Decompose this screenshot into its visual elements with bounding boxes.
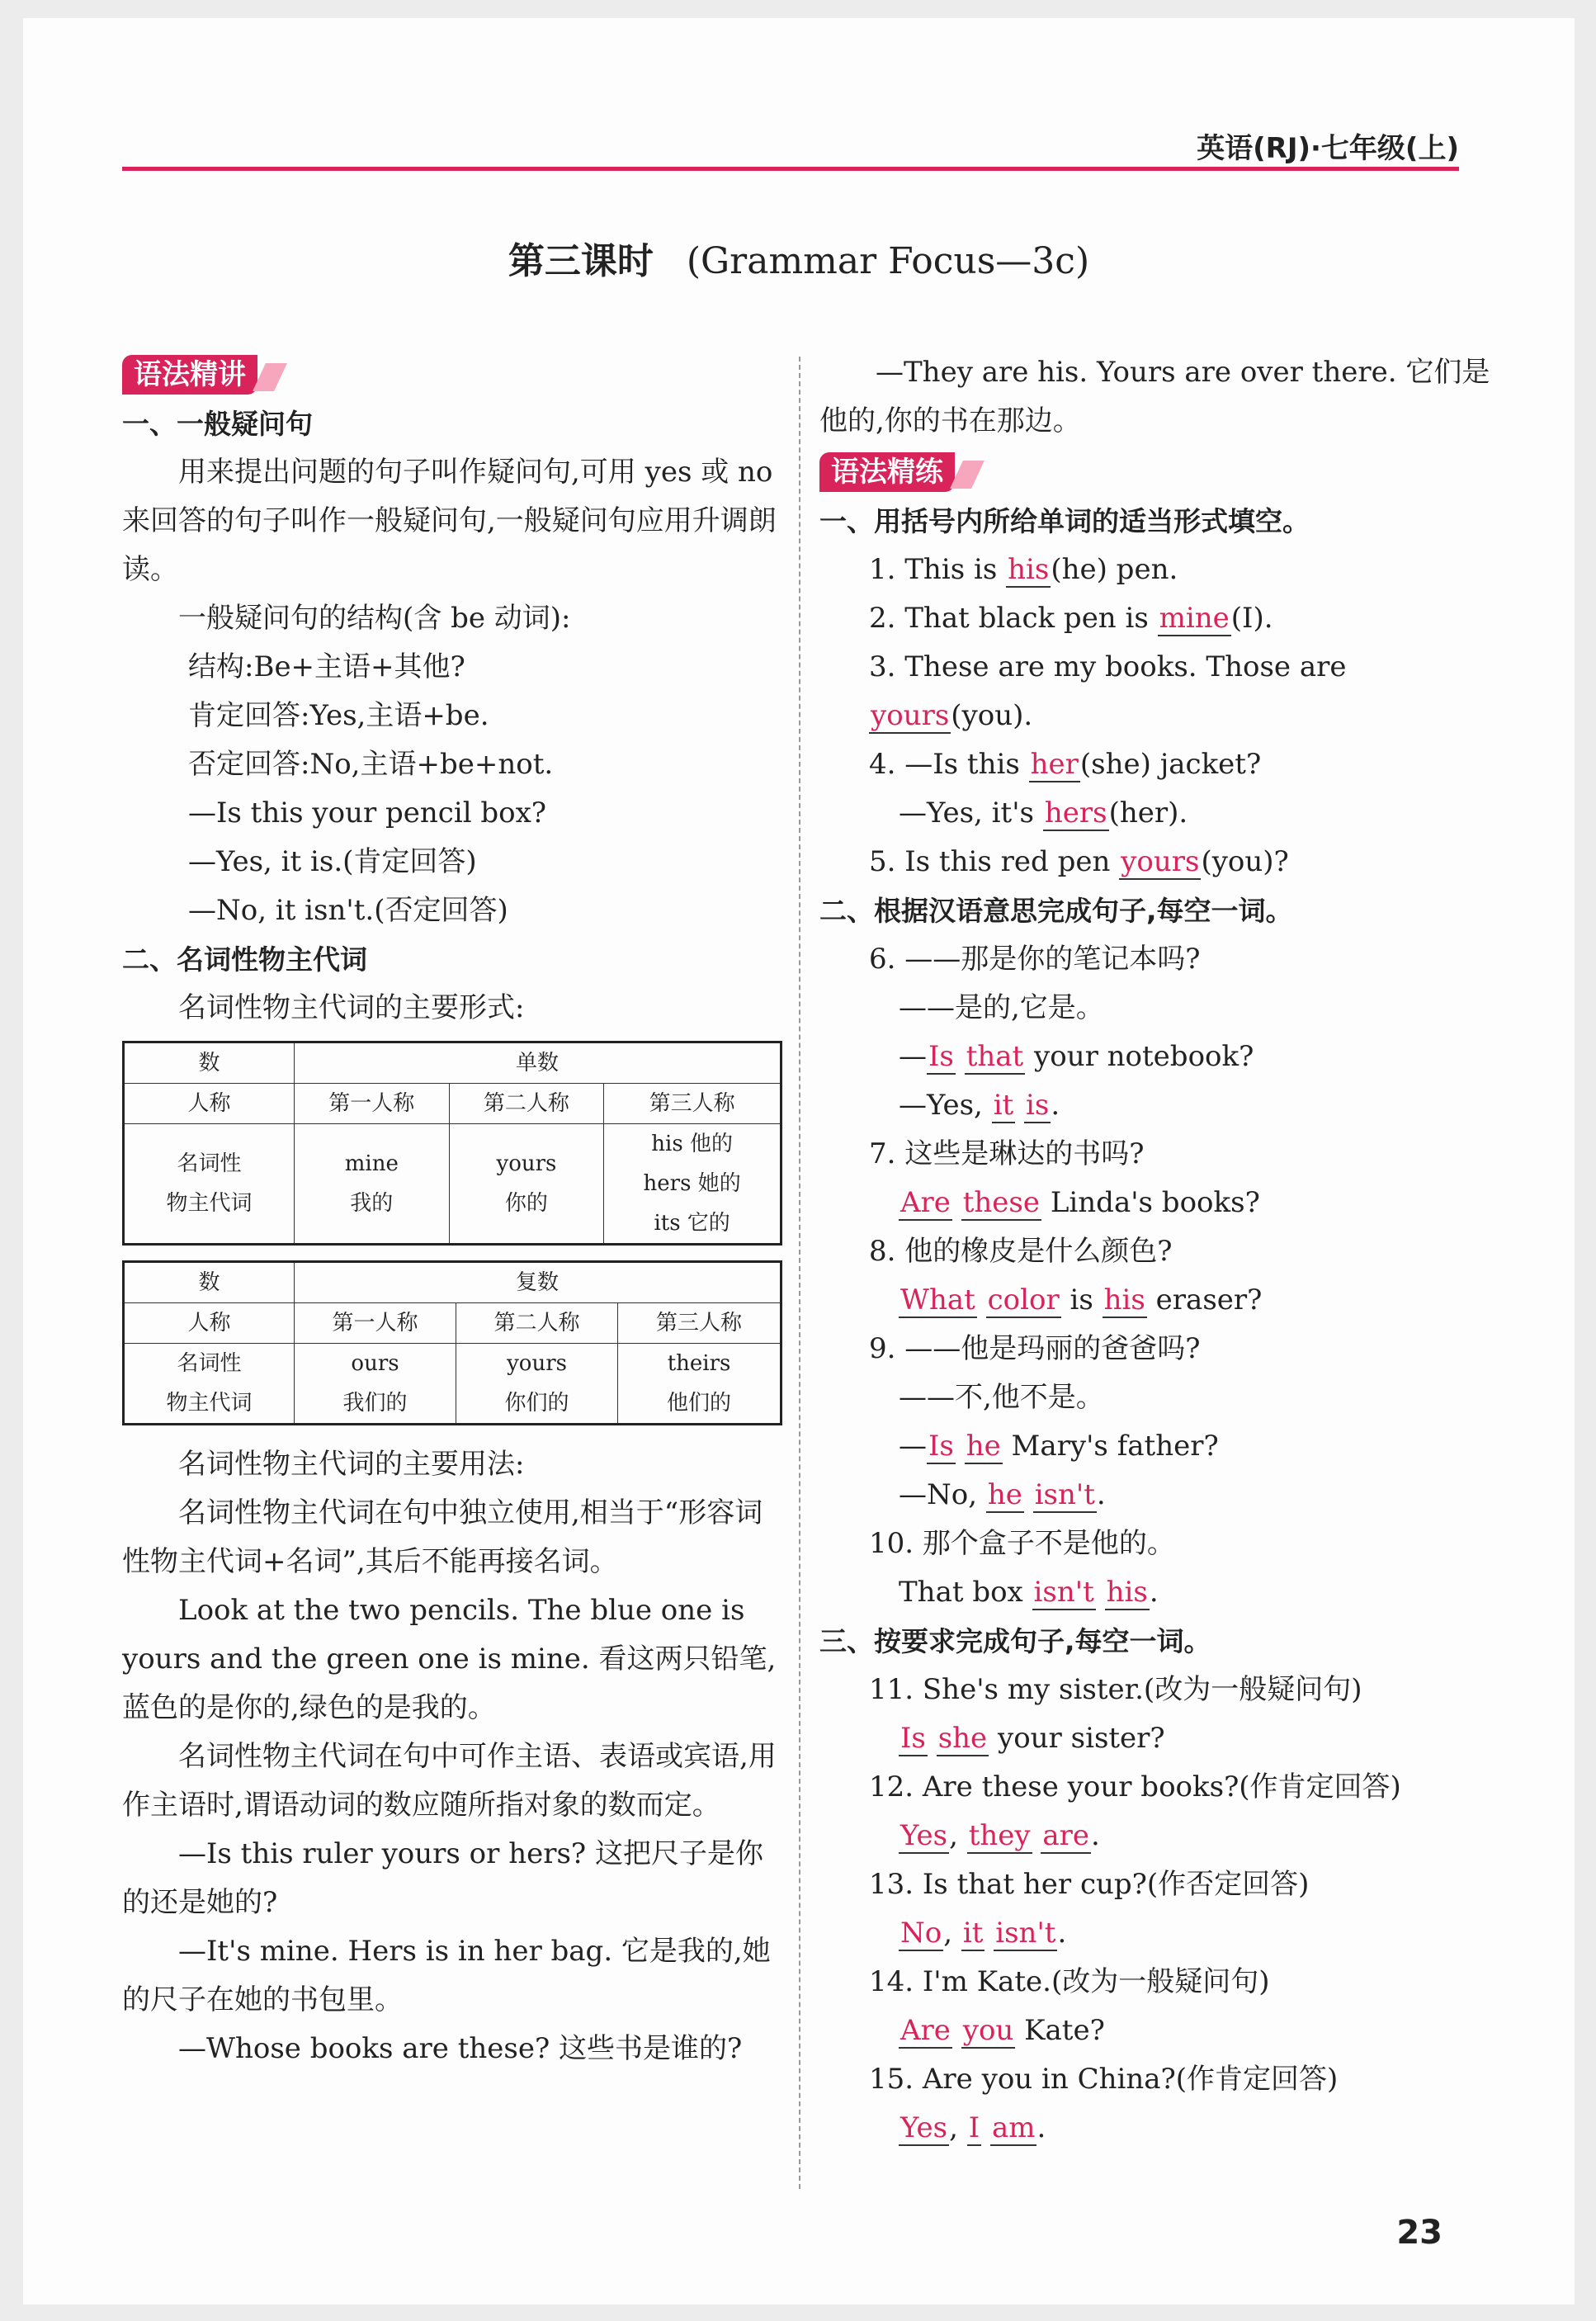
paragraph: 用来提出问题的句子叫作疑问句,可用 yes 或 no 来回答的句子叫作一般疑问句,一般疑问句应用升调朗读。: [122, 456, 777, 586]
answer-line: [819, 2007, 1496, 2055]
pronoun: its 它的: [654, 1211, 730, 1236]
table-cell: [449, 1124, 604, 1245]
page: [23, 18, 1575, 2304]
lesson-title-en: (Grammar Focus—3c): [686, 240, 1090, 282]
question-text: Kate?: [1015, 2014, 1105, 2047]
answer: Are: [900, 2014, 951, 2047]
answer-line: Yes, they are.: [900, 1819, 1100, 1852]
table-cell: 第二人称: [456, 1303, 618, 1344]
pronoun-meaning: 你们的: [504, 1391, 569, 1416]
pronoun-meaning: 我的: [350, 1191, 394, 1216]
question-text: is: [1060, 1283, 1103, 1316]
paragraph: —They are his. Yours are over there. 它们是他的,你的书在那边。: [819, 356, 1490, 437]
pronoun: yours: [496, 1151, 557, 1176]
question: [819, 594, 1496, 643]
answer: isn't: [1034, 1478, 1095, 1511]
paragraph: 名词性物主代词的主要形式:: [178, 991, 525, 1024]
answer: they: [968, 1819, 1031, 1852]
question-text: That box: [899, 1576, 1032, 1609]
answer: hers: [1044, 797, 1107, 830]
row-label: 物主代词: [166, 1191, 253, 1216]
question-text: 13. Is that her cup?(作否定回答): [869, 1868, 1310, 1901]
table-cell: 第二人称: [449, 1084, 604, 1124]
question-text: 5. Is this red pen: [869, 845, 1120, 878]
answer: his: [1103, 1283, 1145, 1316]
section-title: 二、名词性物主代词: [122, 943, 367, 976]
table-cell: [295, 1344, 456, 1425]
answer-line: —Is that your notebook?: [899, 1040, 1254, 1073]
paragraph: —Whose books are these? 这些书是谁的?: [178, 2032, 743, 2065]
answer-line: —No, he isn't.: [899, 1478, 1106, 1511]
answer: color: [987, 1283, 1060, 1316]
right-column: [819, 348, 1496, 2153]
answer: you: [962, 2014, 1014, 2047]
question-text: 6. ——那是你的笔记本吗?: [869, 943, 1201, 976]
table-cell: [124, 1124, 295, 1245]
exercise-title: 二、根据汉语意思完成句子,每空一词。: [819, 895, 1293, 927]
answer: his: [1008, 553, 1050, 586]
question-text: 9. ——他是玛丽的爸爸吗?: [869, 1332, 1201, 1365]
answer: yours: [1121, 845, 1200, 878]
answer: he: [966, 1430, 1001, 1463]
question-text: 14. I'm Kate.(改为一般疑问句): [869, 1965, 1270, 1998]
answer: it: [993, 1089, 1014, 1122]
structure-line: 结构:Be+主语+其他?: [188, 650, 465, 683]
table-cell: [618, 1344, 781, 1425]
pronoun: theirs: [667, 1351, 731, 1376]
table-cell: [124, 1344, 295, 1425]
question-text: (you)?: [1201, 845, 1289, 878]
question-text: 10. 那个盒子不是他的。: [869, 1527, 1175, 1560]
paragraph: Look at the two pencils. The blue one is yours and the green one is mine. 看这两只铅笔,蓝色的是你的,绿色的是我的。: [122, 1594, 777, 1724]
question-text: ——是的,它是。: [899, 991, 1104, 1024]
question: [819, 546, 1496, 594]
pronoun: yours: [507, 1351, 567, 1376]
answer: Is: [928, 1040, 954, 1073]
pronoun-meaning: 我们的: [342, 1391, 408, 1416]
lesson-title-cn: 第三课时: [508, 240, 654, 282]
answer: these: [962, 1186, 1041, 1219]
answer: Are: [900, 1186, 951, 1219]
pronoun: ours: [351, 1351, 399, 1376]
question-text: eraser?: [1146, 1283, 1263, 1316]
answer: What: [900, 1283, 975, 1316]
answer-line: [819, 1714, 1496, 1763]
answer: No: [900, 1917, 942, 1950]
exercise-title: 一、用括号内所给单词的适当形式填空。: [819, 505, 1310, 537]
table-cell: 人称: [124, 1084, 295, 1124]
answer: yours: [871, 699, 950, 732]
example-line: —Yes, it is.(肯定回答): [188, 845, 477, 878]
answer: is: [1026, 1089, 1050, 1122]
question-text: 3. These are my books. Those are: [869, 650, 1347, 683]
answer: she: [937, 1722, 988, 1755]
paragraph: 名词性物主代词的主要用法:: [178, 1448, 525, 1481]
section-title: 一、一般疑问句: [122, 408, 313, 440]
paragraph: —Is this ruler yours or hers? 这把尺子是你的还是她的?: [122, 1837, 763, 1919]
table-cell: [456, 1344, 618, 1425]
structure-line: 否定回答:No,主语+be+not.: [188, 748, 554, 781]
pronoun: mine: [344, 1151, 399, 1176]
question-text: your sister?: [989, 1722, 1165, 1755]
answer: Is: [928, 1430, 954, 1463]
question: [819, 740, 1496, 789]
question-text: Linda's books?: [1041, 1186, 1260, 1219]
row-label: 名词性: [177, 1351, 242, 1376]
question-text: 4. —Is this: [869, 748, 1029, 781]
question-text: 1. This is: [869, 553, 1007, 586]
answer: Yes: [900, 1819, 948, 1852]
row-label: 名词性: [177, 1151, 242, 1176]
left-column: [122, 348, 782, 2073]
question: [819, 643, 1496, 740]
answer: her: [1030, 748, 1079, 781]
table-cell: 第三人称: [618, 1303, 781, 1344]
answer: I: [968, 2111, 980, 2144]
plural-pronoun-table: [122, 1260, 782, 1425]
question-text: 12. Are these your books?(作肯定回答): [869, 1770, 1401, 1803]
paragraph: 名词性物主代词在句中可作主语、表语或宾语,用作主语时,谓语动词的数应随所指对象的数而定。: [122, 1740, 777, 1822]
question-text: 7. 这些是琳达的书吗?: [869, 1137, 1145, 1170]
answer: that: [966, 1040, 1024, 1073]
answer: Yes: [900, 2111, 948, 2144]
singular-pronoun-table: [122, 1041, 782, 1246]
question-text: 2. That black pen is: [869, 602, 1158, 635]
paragraph: —It's mine. Hers is in her bag. 它是我的,她的尺子在她的书包里。: [122, 1935, 771, 2016]
question-text: —Yes, it's: [899, 797, 1043, 830]
answer-line: [819, 1276, 1496, 1325]
lesson-title: [23, 231, 1575, 284]
table-cell: 人称: [124, 1303, 295, 1344]
answer: am: [991, 2111, 1036, 2144]
table-cell: 复数: [295, 1262, 781, 1303]
answer: he: [987, 1478, 1022, 1511]
table-cell: [604, 1124, 781, 1245]
answer-line: No, it isn't.: [900, 1917, 1067, 1950]
example-line: —Is this your pencil box?: [188, 797, 547, 830]
exercise-title: 三、按要求完成句子,每空一词。: [819, 1625, 1211, 1657]
answer: are: [1042, 1819, 1090, 1852]
table-cell: 数: [124, 1262, 295, 1303]
question-text: Mary's father?: [1002, 1430, 1219, 1463]
question-text: (she) jacket?: [1079, 748, 1262, 781]
table-cell: 单数: [295, 1042, 781, 1084]
question-text: ——不,他不是。: [899, 1381, 1104, 1414]
table-cell: 第一人称: [295, 1303, 456, 1344]
question-text: (he) pen.: [1051, 553, 1178, 586]
answer-line: —Is he Mary's father?: [899, 1430, 1219, 1463]
question-text: 15. Are you in China?(作肯定回答): [869, 2063, 1339, 2096]
table-cell: 数: [124, 1042, 295, 1084]
book-header: 英语(RJ)·七年级(上): [1197, 132, 1459, 165]
paragraph: 名词性物主代词在句中独立使用,相当于“形容词性物主代词+名词”,其后不能再接名词。: [122, 1496, 763, 1578]
pronoun: hers 她的: [643, 1171, 741, 1196]
paragraph: 一般疑问句的结构(含 be 动词):: [178, 602, 571, 635]
answer: his: [1106, 1576, 1148, 1609]
question-text: 8. 他的橡皮是什么颜色?: [869, 1235, 1173, 1268]
question: [819, 789, 1496, 838]
answer: isn't: [995, 1917, 1056, 1950]
table-cell: 第三人称: [604, 1084, 781, 1124]
table-cell: 第一人称: [295, 1084, 450, 1124]
answer: it: [962, 1917, 984, 1950]
column-divider: [799, 357, 800, 2189]
answer: isn't: [1033, 1576, 1094, 1609]
answer-line: Yes, I am.: [900, 2111, 1046, 2144]
answer-line: [819, 1179, 1496, 1227]
answer-line: That box isn't his.: [899, 1576, 1159, 1609]
question-text: (her).: [1108, 797, 1188, 830]
question-text: (you).: [951, 699, 1033, 732]
row-label: 物主代词: [166, 1391, 253, 1416]
question-text: your notebook?: [1025, 1040, 1254, 1073]
grammar-practice-badge: 语法精练: [819, 452, 955, 492]
table-cell: [295, 1124, 450, 1245]
header-rule: [122, 167, 1459, 171]
question-text: 11. She's my sister.(改为一般疑问句): [869, 1673, 1362, 1706]
grammar-explain-badge: 语法精讲: [122, 355, 257, 395]
pronoun-meaning: 你的: [504, 1191, 548, 1216]
answer-line: —Yes, it is.: [899, 1089, 1060, 1122]
question: [819, 838, 1496, 886]
structure-line: 肯定回答:Yes,主语+be.: [188, 699, 489, 732]
pronoun: his 他的: [651, 1132, 733, 1156]
example-line: —No, it isn't.(否定回答): [188, 894, 508, 927]
answer: mine: [1159, 602, 1230, 635]
question-text: (I).: [1230, 602, 1273, 635]
page-number: 23: [1396, 2214, 1443, 2252]
answer: Is: [900, 1722, 926, 1755]
pronoun-meaning: 他们的: [667, 1391, 732, 1416]
